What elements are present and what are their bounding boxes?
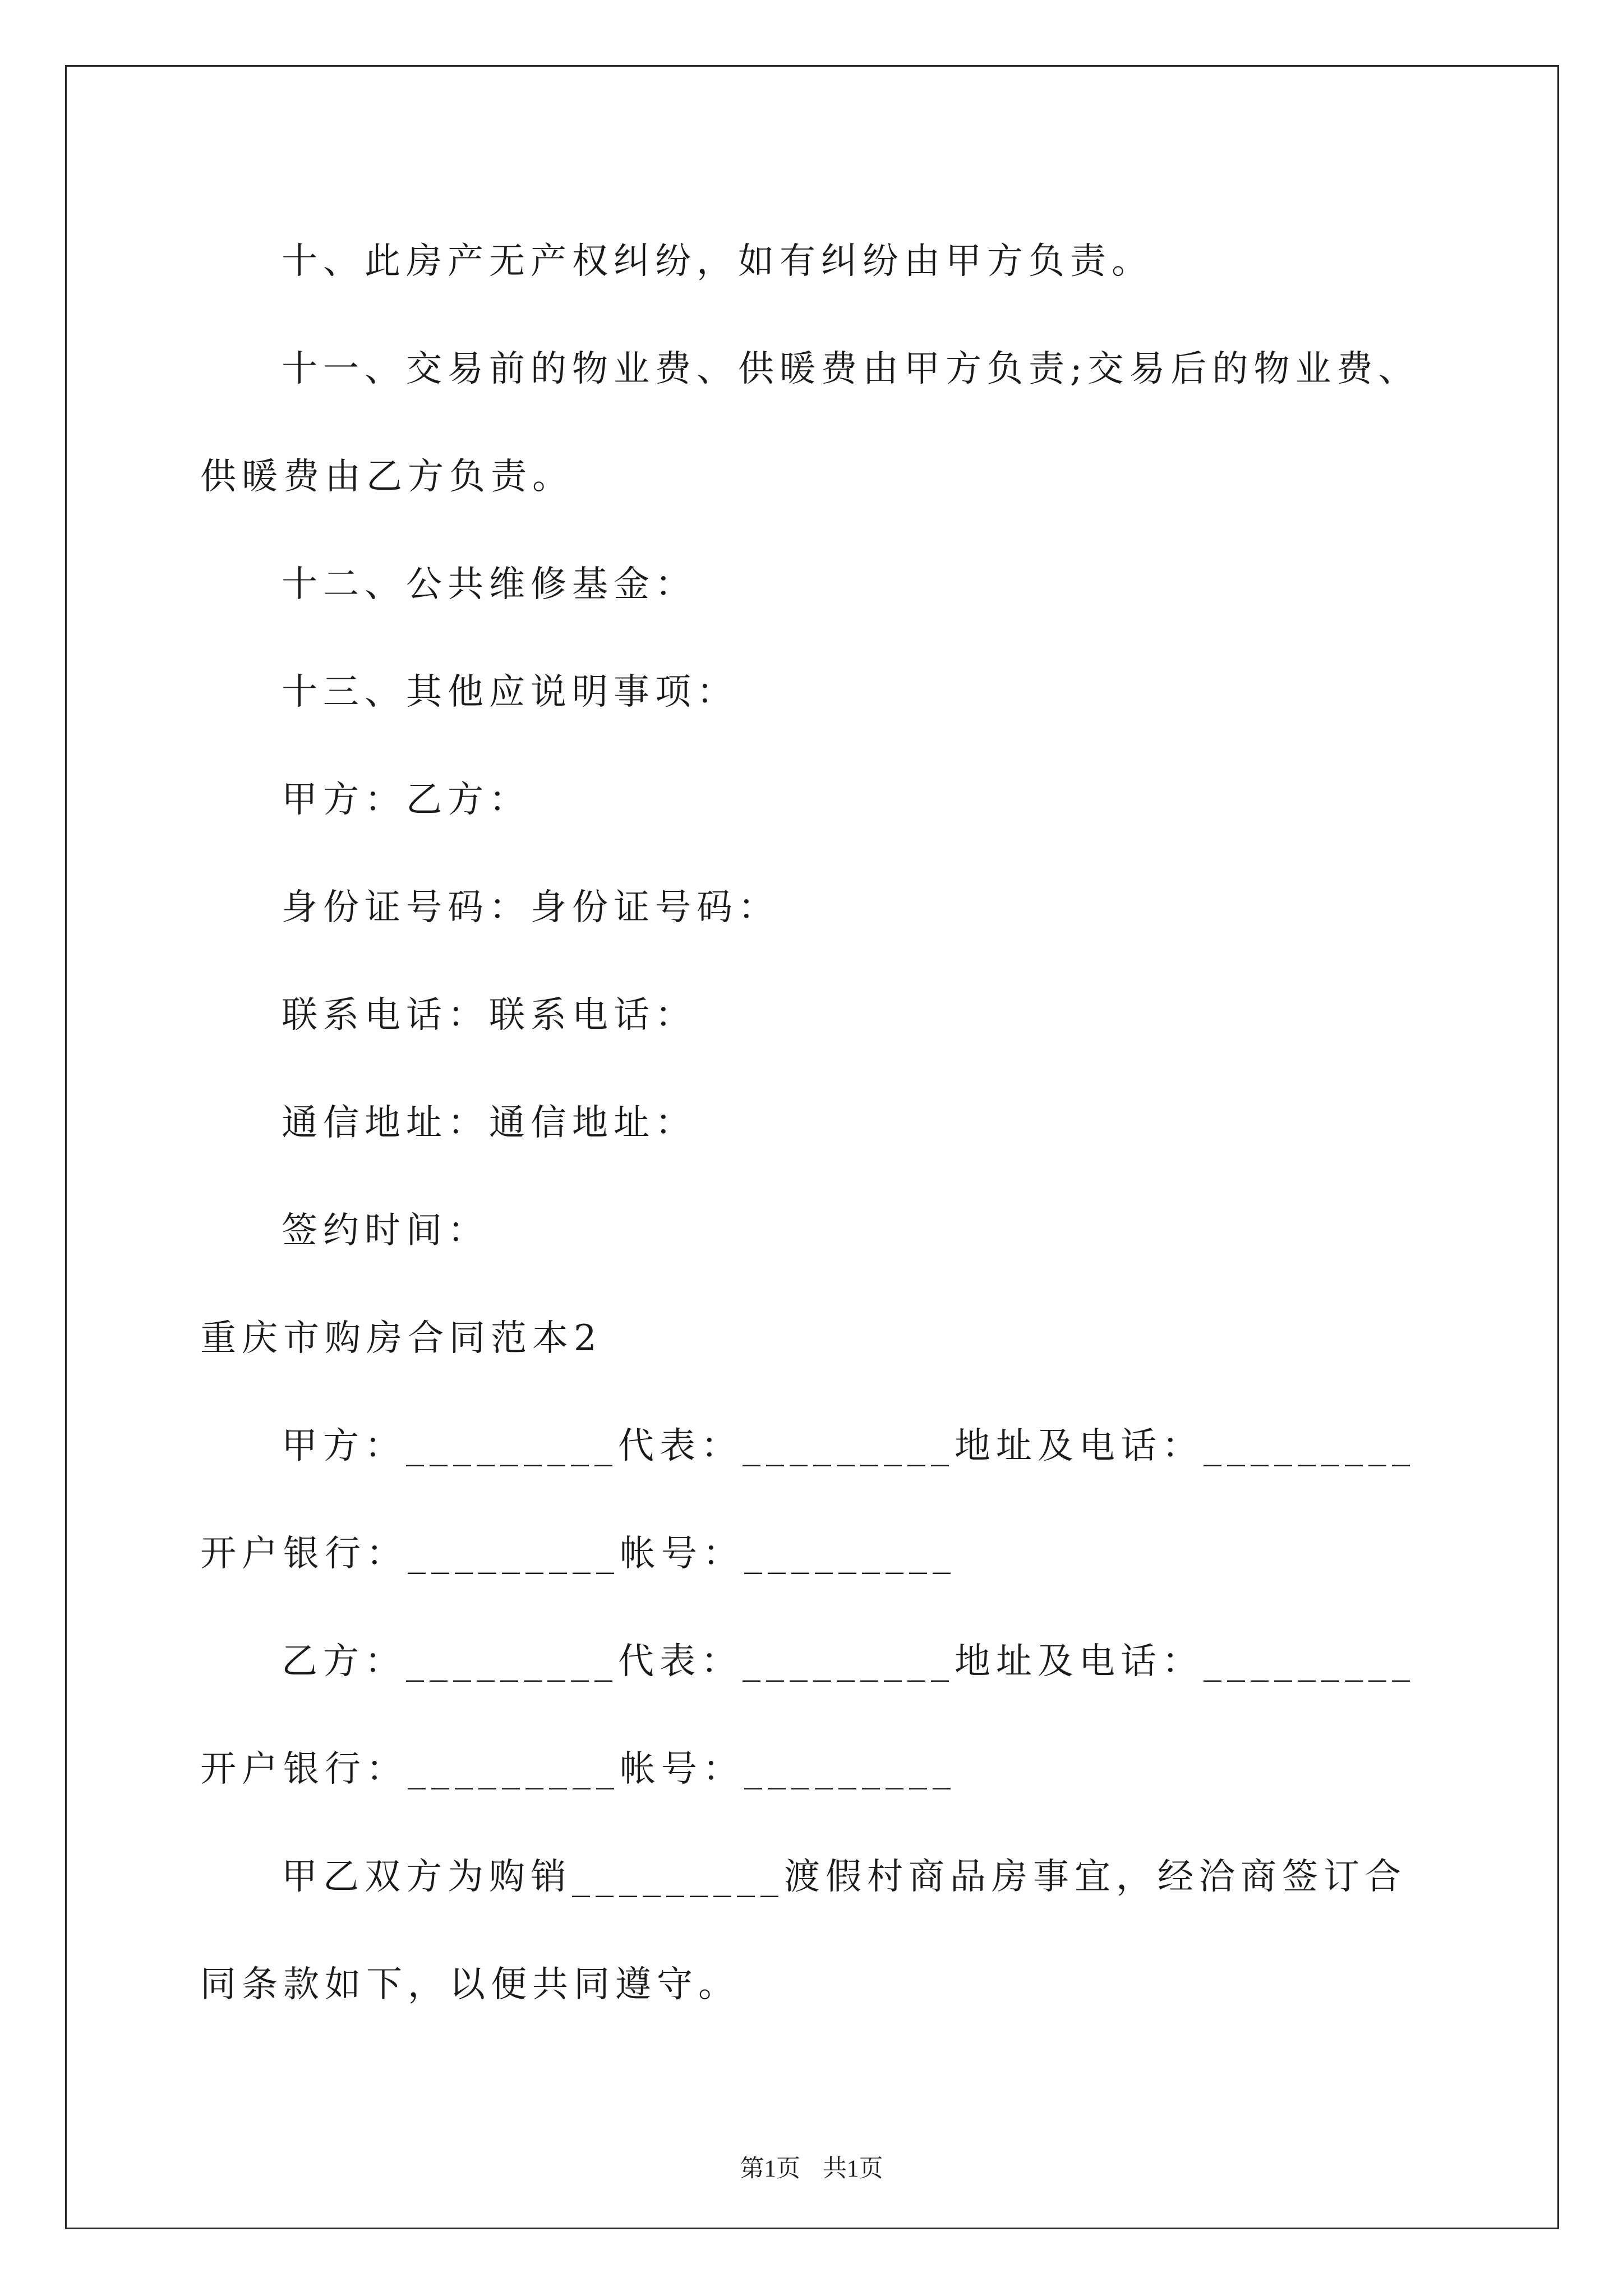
paragraph: 联系电话：联系电话： (282, 995, 697, 1036)
page-number-total: 共1页 (823, 2156, 883, 2182)
paragraph: 通信地址：通信地址： (282, 1102, 697, 1144)
document-body (200, 208, 1428, 2039)
section-title: 重庆市购房合同范本2 (200, 1318, 602, 1359)
paragraph: 十一、交易前的物业费、供暖费由甲方负责;交易后的物业费、供暖费由乙方负责。 (200, 348, 1420, 498)
contract-paragraph-party-b: 乙方：_________代表：_________地址及电话：_________开户银行：_________帐号：_________ (200, 1641, 1415, 1790)
paragraph: 签约时间： (282, 1210, 489, 1251)
page-number-current: 第1页 (740, 2156, 800, 2182)
contract-paragraph-party-a: 甲方：_________代表：_________地址及电话：_________开户银行：_________帐号：_________ (200, 1425, 1415, 1575)
page-footer (0, 2150, 1623, 2184)
paragraph: 十三、其他应说明事项： (282, 671, 738, 713)
paragraph: 甲方：乙方： (282, 779, 531, 821)
paragraph: 十、此房产无产权纠纷，如有纠纷由甲方负责。 (282, 241, 1153, 282)
contract-paragraph-intro: 甲乙双方为购销_________渡假村商品房事宜，经洽商签订合同条款如下，以便共同遵守。 (200, 1856, 1407, 2005)
paragraph: 身份证号码：身份证号码： (282, 887, 780, 928)
paragraph: 十二、公共维修基金： (282, 564, 697, 605)
